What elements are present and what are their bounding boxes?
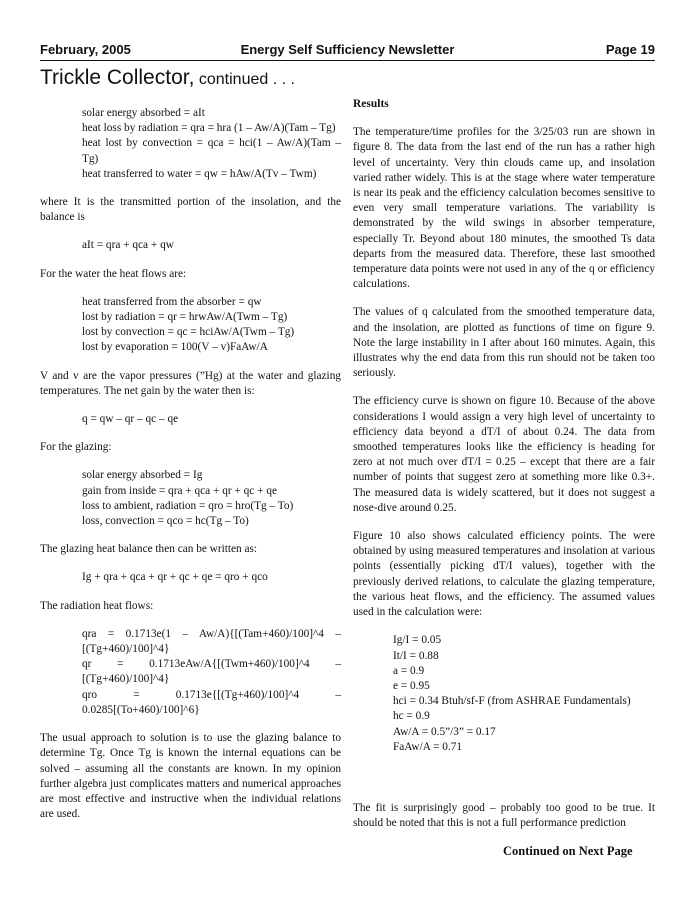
assumed-value: hc = 0.9 — [393, 710, 430, 723]
equation-line: lost by evaporation = 100(V – v)FaAw/A — [82, 341, 268, 354]
header-rule — [40, 60, 655, 61]
equation-line: heat loss by radiation = qra = hra (1 – Aw/A)(Tam – Tg) — [82, 122, 336, 135]
equation-line: loss, convection = qco = hc(Tg – To) — [82, 515, 249, 528]
equation-balance: aIt = qra + qca + qw — [82, 239, 174, 252]
results-heading: Results — [353, 98, 389, 110]
equation-line: heat transferred from the absorber = qw — [82, 295, 262, 308]
continued-next-page: Continued on Next Page — [503, 844, 633, 858]
equation-net-gain: q = qw – qr – qc – qe — [82, 413, 179, 426]
equation-line: qra = 0.1713e(1 – Aw/A){[(Tam+460)/100]^4 – [(Tg+460)/100]^4} — [82, 627, 341, 656]
paragraph-results-5: The fit is surprisingly good – probably too good to be true. It should be noted that this is not a full performance prediction — [353, 801, 655, 830]
assumed-value: It/I = 0.88 — [393, 649, 439, 662]
page-header — [40, 42, 655, 60]
equation-line: heat lost by convection = qca = hci(1 – Aw/A)(Tam – Tg) — [82, 137, 341, 165]
paragraph-approach: The usual approach to solution is to use the glazing balance to determine Tg. Once Tg is known the internal equations can be solved – assuming all the constants are known. In my opinion further algebra just complicates matters and numerical approaches are most effective and instructive when the individual relations are used. — [40, 732, 341, 821]
assumed-value: a = 0.9 — [393, 664, 425, 677]
paragraph-results-2: The values of q calculated from the smoothed temperature data, and the insolation, are plotted as functions of time on figure 9. Note the large instability in I after about 160 minutes. Again, this illustrates why the end data from this run should not be taken too seriously. — [353, 306, 655, 380]
right-column — [353, 97, 655, 831]
water-equations — [40, 295, 341, 356]
equation-glazing-balance: Ig + qra + qca + qr + qc + qe = qro + qco — [82, 571, 268, 584]
article-title — [40, 66, 295, 90]
glazing-equations-2 — [40, 468, 341, 529]
paragraph-results-4: Figure 10 also shows calculated efficiency points. The were obtained by using measured temperatures and insolation at various points (essentially picking dT/I values), together with the previously derived relations, to calculate the glazing temperature, the various heat flows, and the efficiency. The assumed values used in the calculation were: — [353, 530, 655, 619]
assumed-value: FaAw/A = 0.71 — [393, 740, 463, 753]
paragraph-water: For the water the heat flows are: — [40, 267, 187, 280]
equation-line: qro = 0.1713e{[(Tg+460)/100]^4 – 0.0285[(To+460)/100]^6} — [82, 688, 341, 716]
equation-line: lost by convection = qc = hciAw/A(Twm – Tg) — [82, 326, 295, 339]
article-title-main: Trickle Collector, — [40, 66, 195, 89]
equation-line: loss to ambient, radiation = qro = hro(Tg – To) — [82, 499, 294, 512]
equation-line: lost by radiation = qr = hrwAw/A(Twm – Tg) — [82, 311, 288, 324]
paragraph-radiation: The radiation heat flows: — [40, 599, 154, 612]
page-number: Page 19 — [605, 42, 655, 57]
assumed-value: Aw/A = 0.5”/3” = 0.17 — [393, 725, 496, 738]
assumed-value: e = 0.95 — [393, 679, 430, 692]
assumed-value: Ig/I = 0.05 — [393, 634, 442, 647]
paragraph-results-3: The efficiency curve is shown on figure 10. Because of the above considerations I would assign a very high level of uncertainty to efficiency data beyond a dT/I of about 0.24. The data from smoothed temperatures looks like the efficiency is heading for zero at not much over dT/I = 0.25 – except that there are a fair number of points that suggest zero at something more like 0.3+. The measured data is widely scattered, but it does not suggest a nose-dive around 0.25. — [353, 395, 655, 514]
equation-line: solar energy absorbed = aIt — [82, 107, 205, 119]
paragraph-glazing-balance: The glazing heat balance then can be written as: — [40, 543, 258, 556]
newsletter-name: Energy Self Sufficiency Newsletter — [240, 42, 455, 57]
equation-line: qr = 0.1713eAw/A{[(Twm+460)/100]^4 – [(Tg+460)/100]^4} — [82, 658, 341, 686]
equation-line: solar energy absorbed = Ig — [82, 469, 203, 482]
issue-date: February, 2005 — [40, 42, 131, 57]
assumed-values-list — [353, 633, 655, 755]
equation-line: heat transferred to water = qw = hAw/A(Tv – Twm) — [82, 167, 317, 180]
paragraph-vapor: V and v are the vapor pressures (”Hg) at the water and glazing temperatures. The net gain by the water then is: — [40, 369, 341, 397]
paragraph-results-1: The temperature/time profiles for the 3/25/03 run are shown in figure 8. The data from the last end of the run has a rather high level of uncertainty. Very thin clouds came up, and insolation varied rather widely. This is at the stage where water temperature is near its peak and the efficiency calculation becomes sensitive to even very small temperature variations. The variability is demonstrated by the wild swings in absorber temperature, especially Tr. Beyond about 180 minutes, the smoothed Ts data departs from the measured data. Therefore, these last smoothed temperature data points were not used in any of the q or efficiency calculations. — [353, 126, 655, 291]
left-column — [40, 106, 341, 822]
equation-line: gain from inside = qra + qca + qr + qc + qe — [82, 484, 277, 497]
assumed-value: hci = 0.34 Btuh/sf-F (from ASHRAE Fundamentals) — [393, 695, 631, 708]
glazing-equations-1 — [40, 106, 341, 121]
paragraph-transmitted: where It is the transmitted portion of the insolation, and the balance is — [40, 196, 341, 224]
paragraph-glazing: For the glazing: — [40, 441, 112, 454]
article-title-continued: continued . . . — [194, 71, 295, 88]
